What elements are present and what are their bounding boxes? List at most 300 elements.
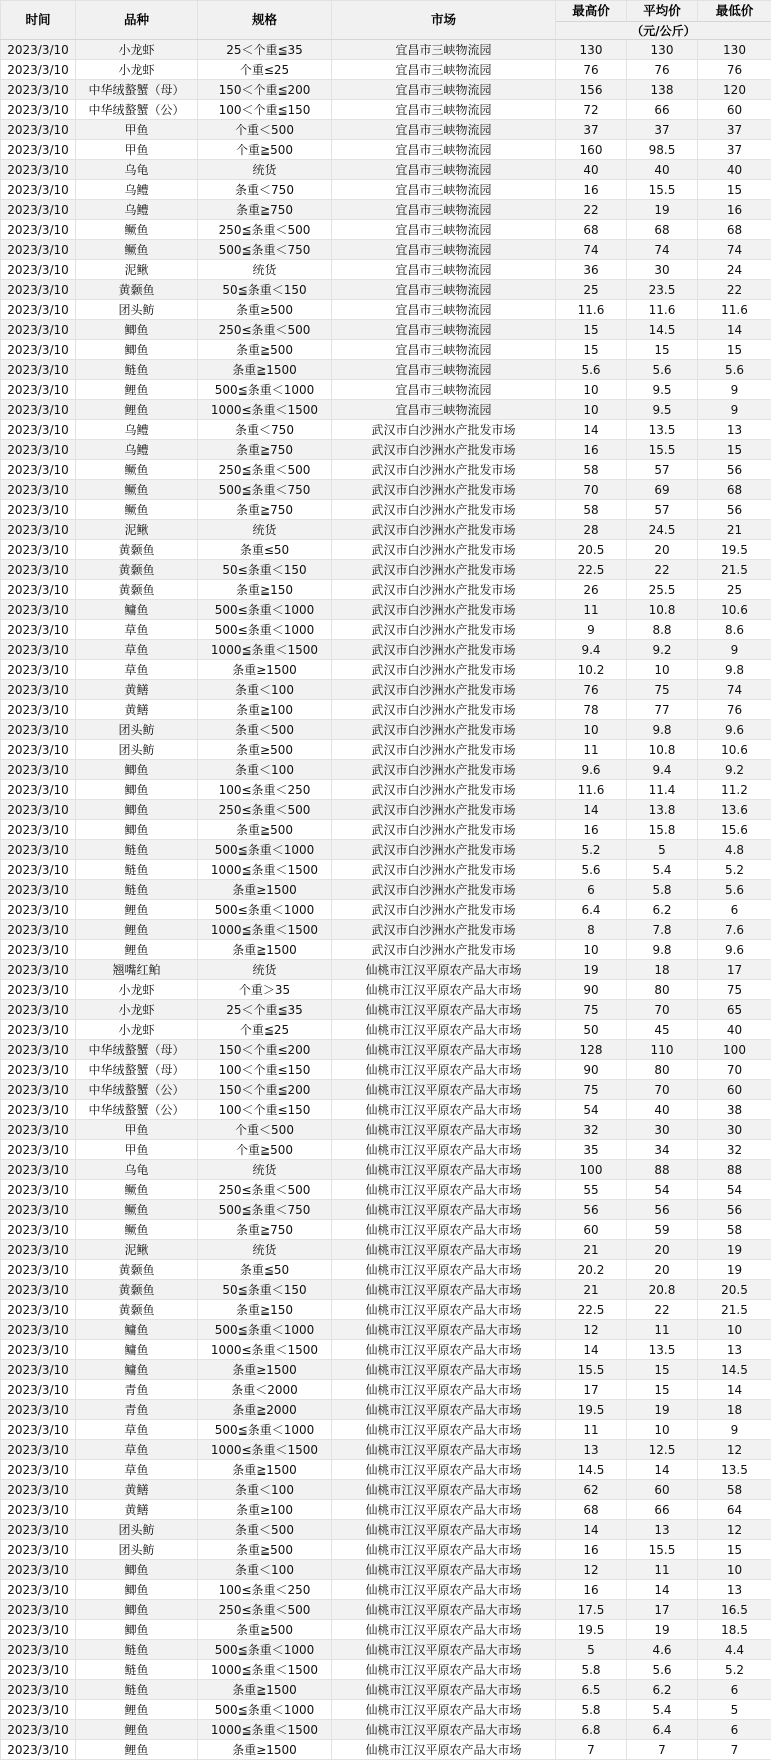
cell-avg: 5.4 <box>627 860 698 880</box>
table-row <box>1 760 771 780</box>
table-row <box>1 1220 771 1240</box>
cell-spec: 统货 <box>198 1240 332 1260</box>
cell-avg: 5.6 <box>627 360 698 380</box>
cell-market: 仙桃市江汉平原农产品大市场 <box>332 1460 556 1480</box>
cell-spec: 条重＜500 <box>198 1520 332 1540</box>
table-row <box>1 640 771 660</box>
table-row <box>1 560 771 580</box>
table-row <box>1 440 771 460</box>
cell-market: 仙桃市江汉平原农产品大市场 <box>332 1280 556 1300</box>
cell-high: 14 <box>556 1340 627 1360</box>
cell-avg: 23.5 <box>627 280 698 300</box>
cell-high: 5 <box>556 1640 627 1660</box>
cell-low: 15 <box>698 1540 771 1560</box>
cell-variety: 鲤鱼 <box>76 380 198 400</box>
cell-avg: 20 <box>627 1240 698 1260</box>
cell-variety: 鳙鱼 <box>76 1360 198 1380</box>
cell-date: 2023/3/10 <box>1 1140 76 1160</box>
cell-spec: 统货 <box>198 1160 332 1180</box>
cell-date: 2023/3/10 <box>1 1360 76 1380</box>
cell-market: 宜昌市三峡物流园 <box>332 240 556 260</box>
cell-high: 68 <box>556 1500 627 1520</box>
cell-variety: 中华绒螯蟹（母） <box>76 80 198 100</box>
cell-variety: 鲤鱼 <box>76 400 198 420</box>
cell-high: 13 <box>556 1440 627 1460</box>
cell-date: 2023/3/10 <box>1 1580 76 1600</box>
cell-high: 9 <box>556 620 627 640</box>
cell-avg: 11.6 <box>627 300 698 320</box>
cell-date: 2023/3/10 <box>1 1040 76 1060</box>
cell-date: 2023/3/10 <box>1 980 76 1000</box>
cell-spec: 500≦条重＜1000 <box>198 1420 332 1440</box>
cell-low: 10.6 <box>698 600 771 620</box>
cell-date: 2023/3/10 <box>1 300 76 320</box>
cell-high: 15 <box>556 340 627 360</box>
cell-high: 10 <box>556 940 627 960</box>
table-row <box>1 700 771 720</box>
cell-variety: 小龙虾 <box>76 1020 198 1040</box>
cell-spec: 条重＜100 <box>198 1480 332 1500</box>
cell-low: 130 <box>698 40 771 60</box>
cell-date: 2023/3/10 <box>1 1220 76 1240</box>
cell-date: 2023/3/10 <box>1 700 76 720</box>
cell-variety: 鲢鱼 <box>76 1680 198 1700</box>
cell-date: 2023/3/10 <box>1 720 76 740</box>
table-row <box>1 900 771 920</box>
cell-market: 武汉市白沙洲水产批发市场 <box>332 880 556 900</box>
cell-date: 2023/3/10 <box>1 860 76 880</box>
table-row <box>1 360 771 380</box>
cell-spec: 500≦条重＜750 <box>198 480 332 500</box>
cell-avg: 70 <box>627 1000 698 1020</box>
cell-market: 仙桃市江汉平原农产品大市场 <box>332 1440 556 1460</box>
cell-date: 2023/3/10 <box>1 500 76 520</box>
cell-high: 58 <box>556 460 627 480</box>
cell-variety: 鲢鱼 <box>76 860 198 880</box>
cell-spec: 个重≧500 <box>198 140 332 160</box>
cell-low: 16.5 <box>698 1600 771 1620</box>
cell-market: 仙桃市江汉平原农产品大市场 <box>332 1560 556 1580</box>
cell-market: 武汉市白沙洲水产批发市场 <box>332 840 556 860</box>
cell-avg: 34 <box>627 1140 698 1160</box>
cell-low: 25 <box>698 580 771 600</box>
cell-avg: 24.5 <box>627 520 698 540</box>
cell-market: 仙桃市江汉平原农产品大市场 <box>332 1380 556 1400</box>
cell-spec: 条重≧150 <box>198 1300 332 1320</box>
table-row <box>1 1260 771 1280</box>
cell-market: 武汉市白沙洲水产批发市场 <box>332 700 556 720</box>
cell-date: 2023/3/10 <box>1 160 76 180</box>
cell-high: 56 <box>556 1200 627 1220</box>
cell-variety: 小龙虾 <box>76 60 198 80</box>
cell-high: 130 <box>556 40 627 60</box>
cell-variety: 中华绒螯蟹（母） <box>76 1040 198 1060</box>
cell-avg: 56 <box>627 1200 698 1220</box>
cell-variety: 鲢鱼 <box>76 1640 198 1660</box>
cell-high: 9.6 <box>556 760 627 780</box>
cell-market: 宜昌市三峡物流园 <box>332 120 556 140</box>
cell-variety: 鲫鱼 <box>76 320 198 340</box>
cell-high: 10.2 <box>556 660 627 680</box>
cell-avg: 15.5 <box>627 1540 698 1560</box>
cell-date: 2023/3/10 <box>1 600 76 620</box>
cell-spec: 统货 <box>198 160 332 180</box>
unit-label-cell: （元/公斤） <box>556 22 771 40</box>
cell-date: 2023/3/10 <box>1 1460 76 1480</box>
table-row <box>1 460 771 480</box>
cell-low: 88 <box>698 1160 771 1180</box>
cell-high: 90 <box>556 1060 627 1080</box>
cell-spec: 条重＜100 <box>198 680 332 700</box>
cell-date: 2023/3/10 <box>1 1380 76 1400</box>
cell-high: 128 <box>556 1040 627 1060</box>
cell-market: 仙桃市江汉平原农产品大市场 <box>332 1420 556 1440</box>
cell-high: 16 <box>556 180 627 200</box>
cell-market: 武汉市白沙洲水产批发市场 <box>332 860 556 880</box>
cell-date: 2023/3/10 <box>1 660 76 680</box>
cell-variety: 鳜鱼 <box>76 240 198 260</box>
cell-spec: 500≤条重＜1000 <box>198 600 332 620</box>
cell-market: 仙桃市江汉平原农产品大市场 <box>332 1080 556 1100</box>
cell-date: 2023/3/10 <box>1 1320 76 1340</box>
cell-spec: 条重＜2000 <box>198 1380 332 1400</box>
table-row <box>1 540 771 560</box>
cell-low: 6 <box>698 1720 771 1740</box>
cell-avg: 88 <box>627 1160 698 1180</box>
cell-date: 2023/3/10 <box>1 40 76 60</box>
cell-low: 5.6 <box>698 360 771 380</box>
cell-spec: 50≦条重＜150 <box>198 1280 332 1300</box>
cell-variety: 鲫鱼 <box>76 780 198 800</box>
cell-high: 26 <box>556 580 627 600</box>
cell-avg: 6.2 <box>627 1680 698 1700</box>
cell-variety: 黄颡鱼 <box>76 1260 198 1280</box>
cell-variety: 团头鲂 <box>76 720 198 740</box>
cell-date: 2023/3/10 <box>1 140 76 160</box>
cell-low: 65 <box>698 1000 771 1020</box>
cell-avg: 12.5 <box>627 1440 698 1460</box>
cell-avg: 7 <box>627 1740 698 1760</box>
cell-date: 2023/3/10 <box>1 820 76 840</box>
cell-spec: 500≦条重＜1000 <box>198 380 332 400</box>
cell-variety: 黄鳝 <box>76 1480 198 1500</box>
cell-low: 40 <box>698 1020 771 1040</box>
cell-variety: 黄颡鱼 <box>76 1280 198 1300</box>
cell-date: 2023/3/10 <box>1 1000 76 1020</box>
cell-spec: 条重≧2000 <box>198 1400 332 1420</box>
cell-high: 5.8 <box>556 1660 627 1680</box>
cell-low: 37 <box>698 120 771 140</box>
cell-date: 2023/3/10 <box>1 60 76 80</box>
table-row <box>1 1120 771 1140</box>
cell-spec: 条重＜100 <box>198 1560 332 1580</box>
cell-variety: 鲫鱼 <box>76 1620 198 1640</box>
cell-avg: 15 <box>627 340 698 360</box>
cell-avg: 130 <box>627 40 698 60</box>
cell-date: 2023/3/10 <box>1 840 76 860</box>
cell-market: 仙桃市江汉平原农产品大市场 <box>332 1640 556 1660</box>
cell-spec: 统货 <box>198 520 332 540</box>
cell-low: 9.6 <box>698 940 771 960</box>
cell-variety: 鲫鱼 <box>76 1560 198 1580</box>
cell-date: 2023/3/10 <box>1 1720 76 1740</box>
cell-high: 15 <box>556 320 627 340</box>
table-row <box>1 1140 771 1160</box>
cell-avg: 9.8 <box>627 720 698 740</box>
cell-variety: 鳜鱼 <box>76 500 198 520</box>
cell-high: 11.6 <box>556 300 627 320</box>
cell-high: 11 <box>556 600 627 620</box>
cell-low: 19 <box>698 1240 771 1260</box>
cell-spec: 条重≧500 <box>198 1620 332 1640</box>
cell-date: 2023/3/10 <box>1 520 76 540</box>
cell-high: 20.2 <box>556 1260 627 1280</box>
cell-avg: 20 <box>627 540 698 560</box>
cell-variety: 青鱼 <box>76 1400 198 1420</box>
cell-market: 宜昌市三峡物流园 <box>332 340 556 360</box>
cell-spec: 150＜个重≤200 <box>198 1040 332 1060</box>
cell-low: 74 <box>698 680 771 700</box>
cell-avg: 9.4 <box>627 760 698 780</box>
cell-variety: 鳜鱼 <box>76 1200 198 1220</box>
cell-variety: 乌鳢 <box>76 180 198 200</box>
cell-low: 13.6 <box>698 800 771 820</box>
cell-market: 宜昌市三峡物流园 <box>332 360 556 380</box>
cell-high: 16 <box>556 1540 627 1560</box>
cell-spec: 100＜个重≤150 <box>198 1100 332 1120</box>
cell-spec: 条重≤50 <box>198 540 332 560</box>
cell-high: 75 <box>556 1000 627 1020</box>
table-row <box>1 320 771 340</box>
cell-market: 仙桃市江汉平原农产品大市场 <box>332 960 556 980</box>
cell-market: 仙桃市江汉平原农产品大市场 <box>332 1220 556 1240</box>
table-row <box>1 1720 771 1740</box>
table-row <box>1 80 771 100</box>
cell-variety: 鲤鱼 <box>76 900 198 920</box>
cell-variety: 鲤鱼 <box>76 1700 198 1720</box>
cell-avg: 8.8 <box>627 620 698 640</box>
cell-spec: 250≤条重＜500 <box>198 1600 332 1620</box>
cell-high: 5.8 <box>556 1700 627 1720</box>
cell-avg: 15 <box>627 1360 698 1380</box>
cell-avg: 60 <box>627 1480 698 1500</box>
table-row <box>1 100 771 120</box>
cell-avg: 69 <box>627 480 698 500</box>
cell-date: 2023/3/10 <box>1 1680 76 1700</box>
cell-market: 武汉市白沙洲水产批发市场 <box>332 760 556 780</box>
cell-market: 宜昌市三峡物流园 <box>332 40 556 60</box>
cell-avg: 19 <box>627 1400 698 1420</box>
cell-low: 58 <box>698 1220 771 1240</box>
cell-high: 14 <box>556 800 627 820</box>
cell-variety: 黄鳝 <box>76 700 198 720</box>
cell-low: 64 <box>698 1500 771 1520</box>
cell-high: 54 <box>556 1100 627 1120</box>
cell-spec: 条重≧150 <box>198 580 332 600</box>
cell-variety: 鲫鱼 <box>76 1580 198 1600</box>
cell-variety: 小龙虾 <box>76 40 198 60</box>
cell-low: 75 <box>698 980 771 1000</box>
cell-high: 14 <box>556 420 627 440</box>
cell-low: 21.5 <box>698 1300 771 1320</box>
cell-high: 75 <box>556 1080 627 1100</box>
cell-high: 37 <box>556 120 627 140</box>
cell-date: 2023/3/10 <box>1 1120 76 1140</box>
cell-spec: 1000≦条重＜1500 <box>198 1660 332 1680</box>
cell-spec: 条重≥1500 <box>198 1360 332 1380</box>
cell-low: 5.2 <box>698 1660 771 1680</box>
cell-low: 70 <box>698 1060 771 1080</box>
cell-variety: 小龙虾 <box>76 1000 198 1020</box>
cell-avg: 20 <box>627 1260 698 1280</box>
cell-variety: 鲢鱼 <box>76 880 198 900</box>
cell-avg: 9.5 <box>627 400 698 420</box>
cell-low: 18 <box>698 1400 771 1420</box>
col-header-market: 市场 <box>332 1 556 40</box>
cell-market: 宜昌市三峡物流园 <box>332 140 556 160</box>
cell-market: 宜昌市三峡物流园 <box>332 380 556 400</box>
cell-market: 武汉市白沙洲水产批发市场 <box>332 460 556 480</box>
cell-market: 武汉市白沙洲水产批发市场 <box>332 920 556 940</box>
cell-variety: 黄颡鱼 <box>76 1300 198 1320</box>
cell-market: 仙桃市江汉平原农产品大市场 <box>332 1320 556 1340</box>
cell-spec: 500≦条重＜1000 <box>198 1320 332 1340</box>
cell-date: 2023/3/10 <box>1 200 76 220</box>
cell-spec: 条重≧750 <box>198 200 332 220</box>
cell-spec: 条重≧1500 <box>198 940 332 960</box>
cell-market: 仙桃市江汉平原农产品大市场 <box>332 1740 556 1760</box>
cell-date: 2023/3/10 <box>1 1480 76 1500</box>
cell-market: 仙桃市江汉平原农产品大市场 <box>332 1020 556 1040</box>
cell-spec: 条重≧500 <box>198 1540 332 1560</box>
cell-low: 21 <box>698 520 771 540</box>
table-row <box>1 580 771 600</box>
cell-market: 仙桃市江汉平原农产品大市场 <box>332 1340 556 1360</box>
cell-avg: 40 <box>627 1100 698 1120</box>
cell-avg: 22 <box>627 560 698 580</box>
cell-high: 5.6 <box>556 860 627 880</box>
table-row <box>1 1280 771 1300</box>
cell-avg: 74 <box>627 240 698 260</box>
table-row <box>1 1360 771 1380</box>
cell-date: 2023/3/10 <box>1 920 76 940</box>
cell-variety: 翘嘴红鲌 <box>76 960 198 980</box>
cell-spec: 条重≥1500 <box>198 880 332 900</box>
cell-high: 156 <box>556 80 627 100</box>
cell-avg: 13 <box>627 1520 698 1540</box>
table-row <box>1 1560 771 1580</box>
table-row <box>1 520 771 540</box>
cell-variety: 鳜鱼 <box>76 1180 198 1200</box>
cell-low: 10 <box>698 1320 771 1340</box>
cell-high: 19.5 <box>556 1400 627 1420</box>
cell-high: 10 <box>556 720 627 740</box>
price-table-body <box>1 40 771 1760</box>
table-row <box>1 240 771 260</box>
cell-avg: 17 <box>627 1600 698 1620</box>
cell-market: 仙桃市江汉平原农产品大市场 <box>332 1680 556 1700</box>
cell-low: 100 <box>698 1040 771 1060</box>
cell-date: 2023/3/10 <box>1 620 76 640</box>
cell-spec: 条重≧750 <box>198 440 332 460</box>
cell-date: 2023/3/10 <box>1 1020 76 1040</box>
cell-market: 武汉市白沙洲水产批发市场 <box>332 580 556 600</box>
table-row <box>1 740 771 760</box>
cell-spec: 25＜个重≦35 <box>198 40 332 60</box>
cell-variety: 鳜鱼 <box>76 1220 198 1240</box>
cell-spec: 条重≧1500 <box>198 360 332 380</box>
table-row <box>1 1180 771 1200</box>
cell-low: 56 <box>698 460 771 480</box>
col-header-high: 最高价 <box>556 1 627 22</box>
cell-high: 10 <box>556 400 627 420</box>
table-row <box>1 1020 771 1040</box>
cell-variety: 鳙鱼 <box>76 1320 198 1340</box>
cell-high: 21 <box>556 1240 627 1260</box>
cell-date: 2023/3/10 <box>1 880 76 900</box>
cell-avg: 80 <box>627 1060 698 1080</box>
cell-variety: 黄鳝 <box>76 680 198 700</box>
cell-variety: 鲫鱼 <box>76 800 198 820</box>
cell-market: 宜昌市三峡物流园 <box>332 320 556 340</box>
cell-spec: 1000≦条重＜1500 <box>198 640 332 660</box>
cell-low: 9 <box>698 1420 771 1440</box>
cell-avg: 19 <box>627 1620 698 1640</box>
cell-spec: 1000≦条重＜1500 <box>198 860 332 880</box>
cell-high: 68 <box>556 220 627 240</box>
cell-avg: 11 <box>627 1560 698 1580</box>
table-row <box>1 1680 771 1700</box>
cell-variety: 甲鱼 <box>76 120 198 140</box>
cell-low: 4.4 <box>698 1640 771 1660</box>
cell-market: 仙桃市江汉平原农产品大市场 <box>332 1500 556 1520</box>
cell-low: 11.6 <box>698 300 771 320</box>
cell-variety: 乌鳢 <box>76 440 198 460</box>
cell-variety: 黄颡鱼 <box>76 580 198 600</box>
cell-market: 仙桃市江汉平原农产品大市场 <box>332 1140 556 1160</box>
cell-date: 2023/3/10 <box>1 1160 76 1180</box>
cell-date: 2023/3/10 <box>1 940 76 960</box>
cell-market: 宜昌市三峡物流园 <box>332 280 556 300</box>
cell-variety: 鳜鱼 <box>76 480 198 500</box>
cell-high: 25 <box>556 280 627 300</box>
cell-high: 17 <box>556 1380 627 1400</box>
cell-high: 21 <box>556 1280 627 1300</box>
table-row <box>1 1420 771 1440</box>
table-row <box>1 800 771 820</box>
cell-spec: 500≦条重＜1000 <box>198 840 332 860</box>
cell-low: 15.6 <box>698 820 771 840</box>
table-row <box>1 500 771 520</box>
cell-spec: 个重≧500 <box>198 1140 332 1160</box>
cell-high: 19.5 <box>556 1620 627 1640</box>
cell-market: 武汉市白沙洲水产批发市场 <box>332 660 556 680</box>
cell-variety: 鲢鱼 <box>76 1660 198 1680</box>
cell-avg: 66 <box>627 100 698 120</box>
cell-avg: 22 <box>627 1300 698 1320</box>
cell-avg: 30 <box>627 260 698 280</box>
cell-spec: 1000≤条重＜1500 <box>198 400 332 420</box>
cell-spec: 1000≦条重＜1500 <box>198 1720 332 1740</box>
table-row <box>1 1000 771 1020</box>
cell-low: 11.2 <box>698 780 771 800</box>
cell-spec: 1000≤条重＜1500 <box>198 1440 332 1460</box>
cell-market: 宜昌市三峡物流园 <box>332 80 556 100</box>
cell-variety: 中华绒螯蟹（母） <box>76 1060 198 1080</box>
cell-avg: 98.5 <box>627 140 698 160</box>
cell-high: 78 <box>556 700 627 720</box>
price-table-header <box>1 1 771 40</box>
